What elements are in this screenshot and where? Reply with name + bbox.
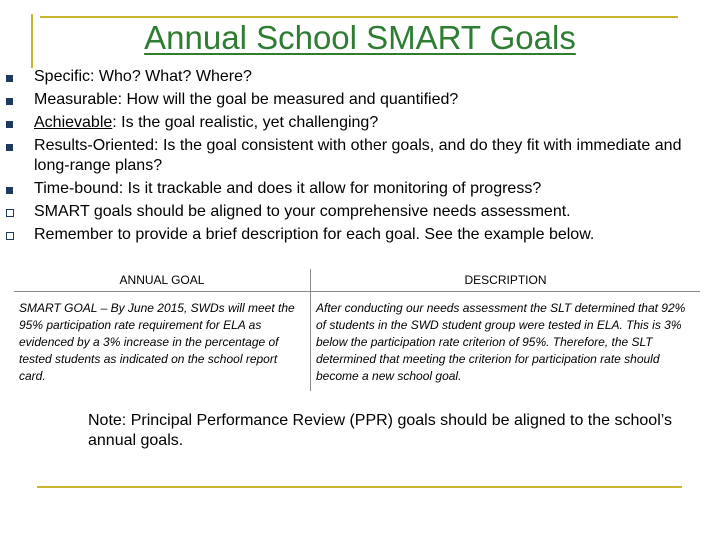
- square-bullet-icon: [6, 98, 13, 105]
- square-bullet-icon: [6, 121, 13, 128]
- bullet-text: : Is the goal realistic, yet challenging?: [112, 114, 379, 131]
- box-bullet-icon: [6, 209, 14, 217]
- description-cell: After conducting our needs assessment the SLT determined that 92% of students in the SWD student group were tested in ELA. This is 3% below the participation rate criterion of 95%. Therefore, the SLT determined that meeting the criterion for participation rate should become a new school goal.: [316, 301, 686, 383]
- page-title: Annual School SMART Goals: [144, 19, 576, 56]
- bullet-lead-letter: S: [34, 68, 45, 85]
- table-header-row: [14, 269, 700, 292]
- list-item-specific: [6, 67, 706, 87]
- bullet-text: easurable: How will the goal be measured and quantified?: [47, 91, 459, 108]
- bullet-word: chievable: [44, 114, 113, 131]
- bullet-text: pecific: Who? What? Where?: [44, 68, 252, 85]
- square-bullet-icon: [6, 144, 13, 151]
- bullet-lead-letter: M: [34, 91, 48, 108]
- bullet-text: Remember to provide a brief description for each goal. See the example below.: [34, 226, 595, 243]
- decorative-bottom-line: [37, 486, 682, 488]
- smart-criteria-list: [6, 67, 706, 248]
- bullet-lead-letter: R: [34, 137, 46, 154]
- list-item-measurable: [6, 90, 706, 110]
- bullet-lead-letter: T: [34, 180, 44, 197]
- bullet-text: esults-Oriented: Is the goal consistent with other goals, and do they fit with immediate and long-range plans?: [34, 137, 682, 174]
- bullet-text: ime-bound: Is it trackable and does it allow for monitoring of progress?: [43, 180, 542, 197]
- list-item-alignment: [6, 202, 706, 222]
- list-item-achievable: [6, 113, 706, 133]
- list-item-results-oriented: [6, 136, 706, 176]
- goals-table: [14, 269, 700, 391]
- list-item-description: [6, 225, 706, 245]
- header-description: DESCRIPTION: [311, 269, 701, 292]
- achievable-word: [34, 114, 112, 131]
- square-bullet-icon: [6, 187, 13, 194]
- square-bullet-icon: [6, 75, 13, 82]
- ppr-note: Note: Principal Performance Review (PPR) goals should be aligned to the school’s annual goals.: [88, 412, 673, 449]
- header-annual-goal: ANNUAL GOAL: [14, 269, 311, 292]
- list-item-time-bound: [6, 179, 706, 199]
- bullet-text: SMART goals should be aligned to your comprehensive needs assessment.: [34, 203, 571, 220]
- bullet-lead-letter: A: [34, 114, 45, 131]
- table-row: [14, 292, 700, 392]
- goal-cell: SMART GOAL – By June 2015, SWDs will meet the 95% participation rate requirement for ELA as evidenced by a 3% increase in the percentage of tested students as indicated on the school report card.: [14, 292, 311, 392]
- box-bullet-icon: [6, 232, 14, 240]
